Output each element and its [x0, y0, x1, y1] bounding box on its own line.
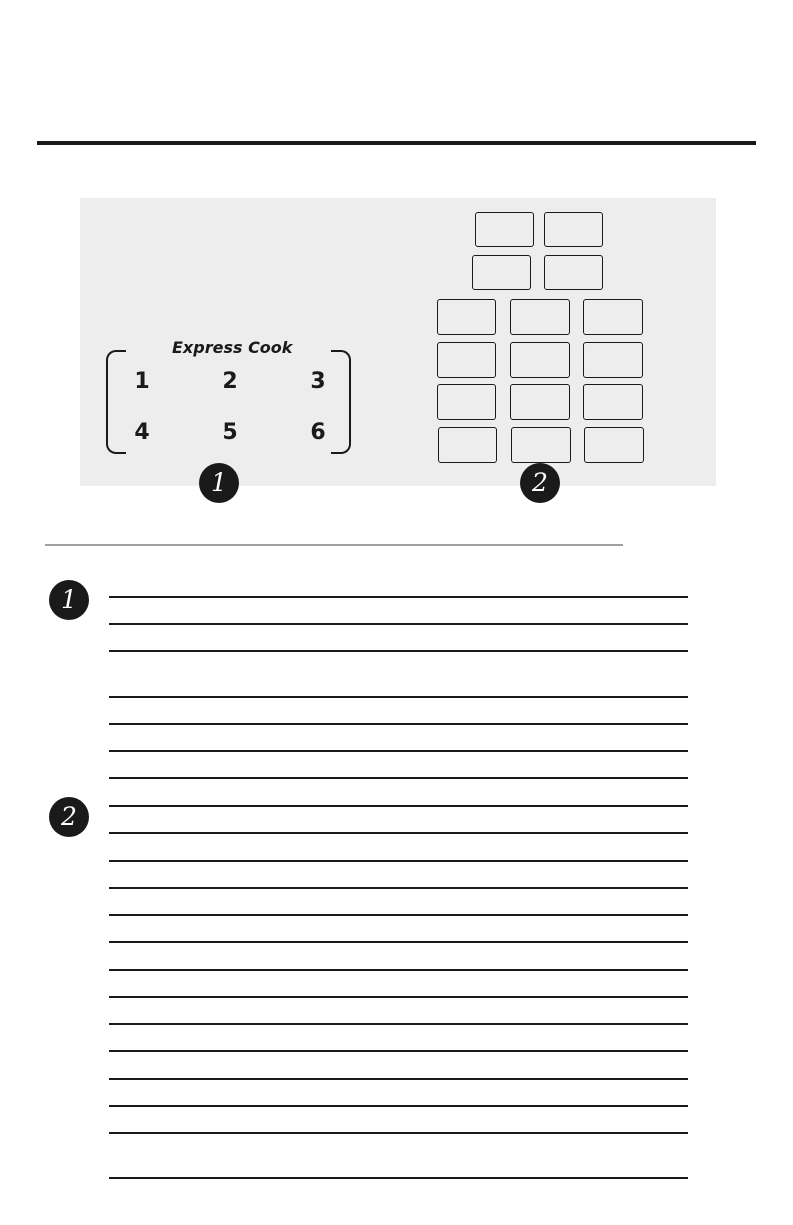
section-divider [45, 544, 623, 546]
keypad-key[interactable] [437, 342, 496, 378]
callout-badge: 1 [199, 463, 239, 503]
callout-badge: 1 [49, 580, 89, 620]
express-cook-key-6[interactable]: 6 [310, 420, 326, 445]
express-cook-left-bracket [106, 350, 126, 454]
table-row-rule [109, 596, 688, 598]
express-cook-key-4[interactable]: 4 [134, 420, 150, 445]
express-cook-key-2[interactable]: 2 [222, 369, 238, 394]
table-row-rule [109, 1105, 688, 1107]
table-row-rule [109, 696, 688, 698]
table-row-rule [109, 777, 688, 779]
keypad-key[interactable] [437, 299, 496, 335]
table-row-rule [109, 650, 688, 652]
callout-badge: 2 [520, 463, 560, 503]
keypad-key[interactable] [437, 384, 496, 420]
express-cook-right-bracket [331, 350, 351, 454]
keypad-key[interactable] [510, 299, 570, 335]
keypad-key[interactable] [438, 427, 497, 463]
top-rule [37, 141, 756, 145]
table-row-rule [109, 805, 688, 807]
keypad-key[interactable] [583, 299, 643, 335]
express-cook-title: Express Cook [172, 338, 293, 357]
table-row-rule [109, 750, 688, 752]
keypad-key[interactable] [583, 342, 643, 378]
keypad-key[interactable] [475, 212, 534, 247]
keypad-key[interactable] [510, 384, 570, 420]
table-row-rule [109, 887, 688, 889]
table-row-rule [109, 723, 688, 725]
table-row-rule [109, 860, 688, 862]
table-row-rule [109, 914, 688, 916]
keypad-key[interactable] [584, 427, 644, 463]
table-row-rule [109, 1132, 688, 1134]
table-row-rule [109, 969, 688, 971]
keypad-key[interactable] [544, 255, 603, 290]
table-row-rule [109, 623, 688, 625]
keypad-key[interactable] [472, 255, 531, 290]
express-cook-key-3[interactable]: 3 [310, 369, 326, 394]
table-row-rule [109, 1050, 688, 1052]
keypad-key[interactable] [511, 427, 571, 463]
table-row-rule [109, 996, 688, 998]
keypad-key[interactable] [510, 342, 570, 378]
table-row-rule [109, 1177, 688, 1179]
express-cook-key-5[interactable]: 5 [222, 420, 238, 445]
table-row-rule [109, 1023, 688, 1025]
table-row-rule [109, 832, 688, 834]
table-row-rule [109, 1078, 688, 1080]
keypad-key[interactable] [583, 384, 643, 420]
callout-badge: 2 [49, 797, 89, 837]
keypad-key[interactable] [544, 212, 603, 247]
express-cook-key-1[interactable]: 1 [134, 369, 150, 394]
table-row-rule [109, 941, 688, 943]
